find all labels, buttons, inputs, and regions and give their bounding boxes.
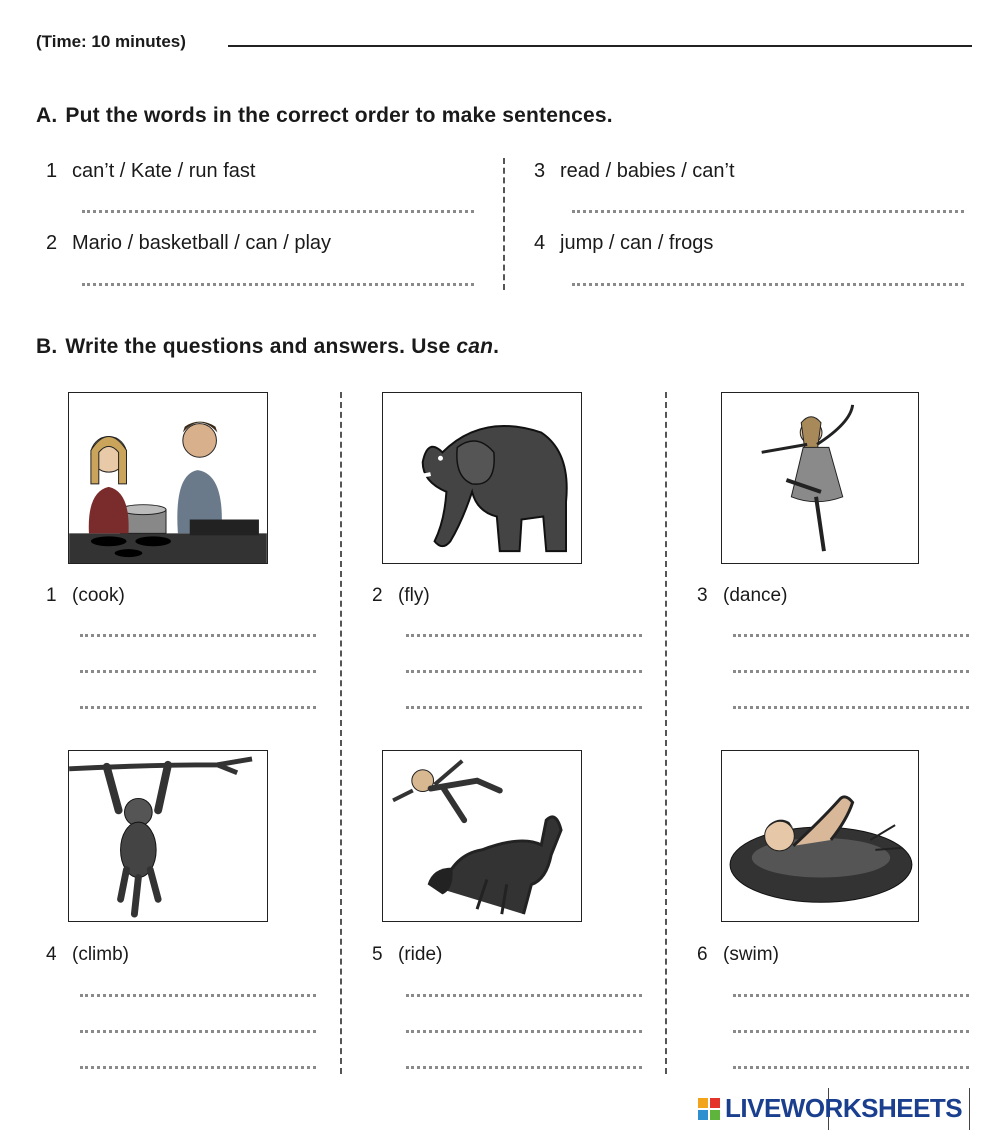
b3-line-2[interactable]	[733, 670, 969, 673]
a-item-words: read / babies / can’t	[560, 160, 735, 182]
b1-line-3[interactable]	[80, 706, 316, 709]
liveworksheets-logo[interactable]	[698, 1093, 962, 1124]
section-a-instruction: Put the words in the correct order to make sentences.	[65, 104, 613, 127]
a-answer-line-3[interactable]	[572, 210, 964, 213]
b4-line-2[interactable]	[80, 1030, 316, 1033]
b-item-5-label	[372, 944, 442, 966]
b3-line-1[interactable]	[733, 634, 969, 637]
b-item-verb: (cook)	[72, 585, 125, 606]
b4-line-1[interactable]	[80, 994, 316, 997]
a-item-1	[46, 160, 255, 183]
b-item-6-label	[697, 944, 779, 966]
b3-line-3[interactable]	[733, 706, 969, 709]
b6-line-1[interactable]	[733, 994, 969, 997]
b-item-verb: (swim)	[723, 944, 779, 965]
monkey-picture	[68, 750, 268, 922]
b1-line-2[interactable]	[80, 670, 316, 673]
b-item-4-label	[46, 944, 129, 966]
dancer-picture	[721, 392, 919, 564]
b-item-verb: (climb)	[72, 944, 129, 965]
b-item-3-label	[697, 585, 787, 607]
elephant-picture	[382, 392, 582, 564]
section-a-divider	[503, 158, 505, 290]
a-item-3	[534, 160, 735, 183]
b4-line-3[interactable]	[80, 1066, 316, 1069]
b-item-number: 5	[372, 944, 383, 965]
b-item-2-label	[372, 585, 430, 607]
b5-line-2[interactable]	[406, 1030, 642, 1033]
a-item-number: 4	[534, 232, 546, 254]
a-item-words: Mario / basketball / can / play	[72, 232, 332, 254]
b-item-number: 3	[697, 585, 708, 606]
section-a-letter: A.	[36, 104, 58, 127]
b6-line-2[interactable]	[733, 1030, 969, 1033]
a-item-number: 2	[46, 232, 58, 254]
time-label: (Time: 10 minutes)	[36, 32, 186, 51]
b-item-number: 6	[697, 944, 708, 965]
b-item-number: 4	[46, 944, 57, 965]
b-item-number: 1	[46, 585, 57, 606]
a-item-2	[46, 232, 331, 255]
a-item-words: can’t / Kate / run fast	[72, 160, 256, 182]
a-answer-line-4[interactable]	[572, 283, 964, 286]
section-a-heading	[36, 104, 613, 128]
section-b-letter: B.	[36, 335, 58, 358]
b2-line-2[interactable]	[406, 670, 642, 673]
section-b-instruction-pre: Write the questions and answers. Use	[65, 335, 457, 358]
b5-line-3[interactable]	[406, 1066, 642, 1069]
b-item-number: 2	[372, 585, 383, 606]
a-item-number: 3	[534, 160, 546, 182]
name-line	[228, 45, 972, 47]
liveworksheets-logo-text: LIVEWORKSHEETS	[725, 1093, 963, 1123]
section-b-heading	[36, 335, 499, 359]
a-answer-line-2[interactable]	[82, 283, 474, 286]
a-item-words: jump / can / frogs	[560, 232, 714, 254]
b2-line-3[interactable]	[406, 706, 642, 709]
section-b-instruction-post: .	[493, 335, 500, 358]
b5-line-1[interactable]	[406, 994, 642, 997]
horse-rider-picture	[382, 750, 582, 922]
section-b-divider-left	[340, 392, 342, 1074]
liveworksheets-logo-icon	[698, 1098, 720, 1120]
section-b-divider-right	[665, 392, 667, 1074]
swimmer-picture	[721, 750, 919, 922]
a-answer-line-1[interactable]	[82, 210, 474, 213]
b6-line-3[interactable]	[733, 1066, 969, 1069]
a-item-4	[534, 232, 713, 255]
a-item-number: 1	[46, 160, 58, 182]
cooking-couple-picture	[68, 392, 268, 564]
b-item-verb: (ride)	[398, 944, 443, 965]
b-item-1-label	[46, 585, 125, 607]
time-row	[36, 30, 976, 54]
b-item-verb: (fly)	[398, 585, 430, 606]
b1-line-1[interactable]	[80, 634, 316, 637]
b-item-verb: (dance)	[723, 585, 788, 606]
section-b-instruction-em: can	[456, 335, 494, 358]
b2-line-1[interactable]	[406, 634, 642, 637]
